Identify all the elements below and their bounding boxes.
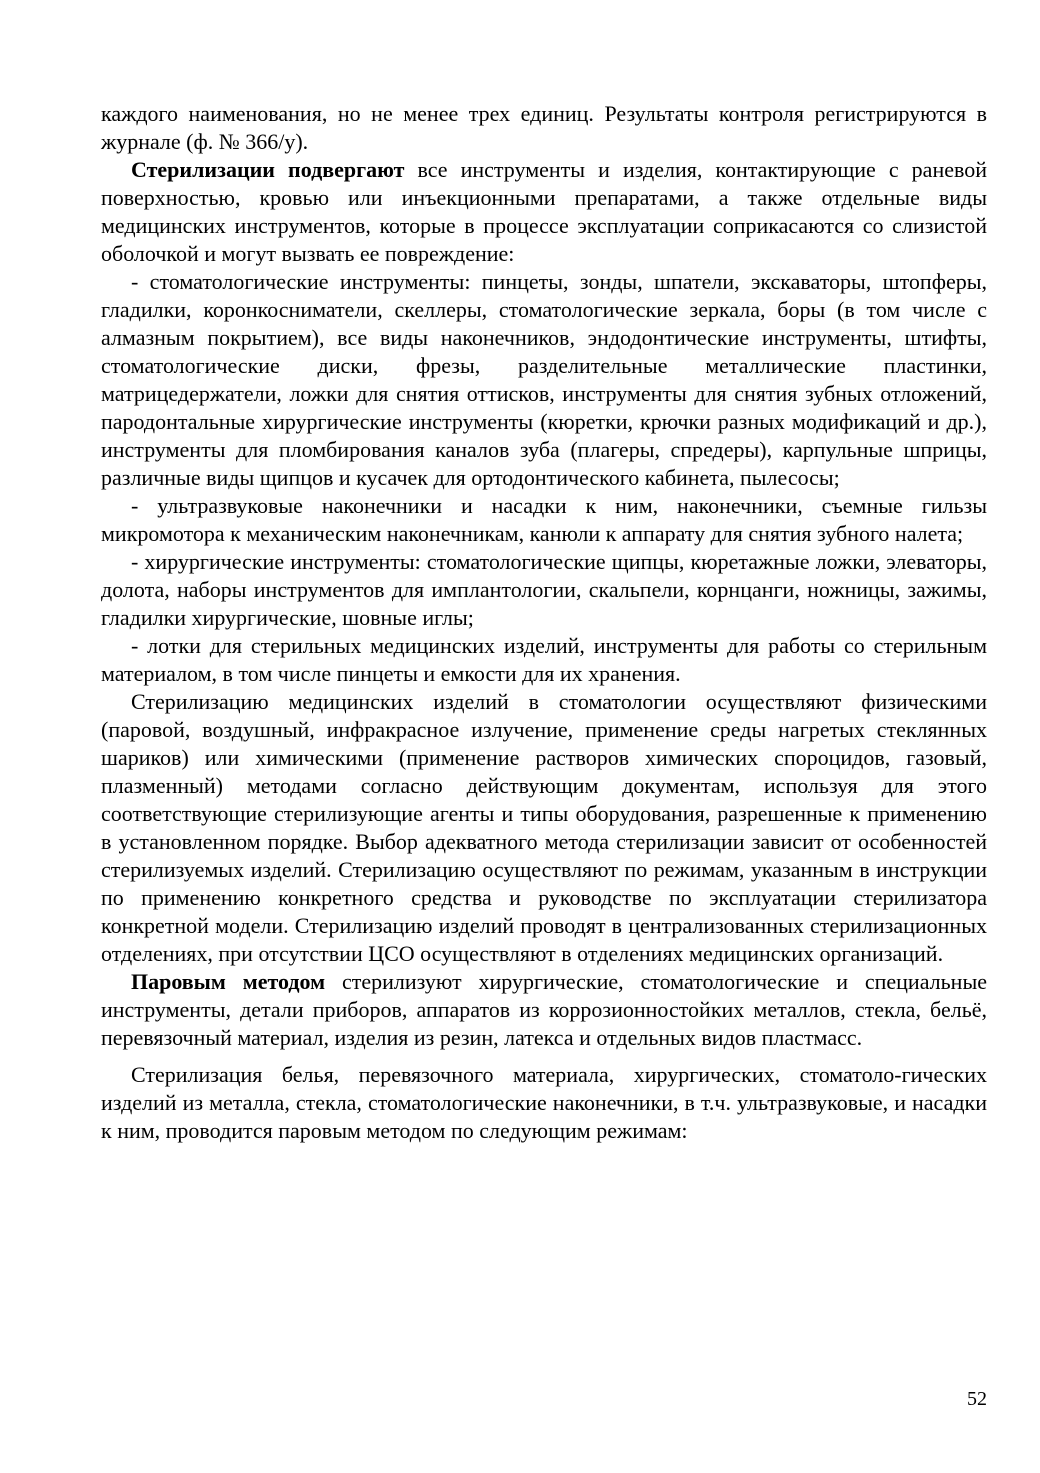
paragraph-bold-lead: Паровым методом [131, 969, 326, 994]
paragraph-text: - стоматологические инструменты: пинцеты, зонды, шпатели, экскаваторы, штопферы, гладилки, коронкосниматели, скеллеры, стоматологические зеркала, боры (в том числе с алмазным покрытием), все виды наконечников, эндодонтические инструменты, штифты, стоматологические диски, фрезы, разделительные металлические пластинки, матрицедержатели, ложки для снятия оттисков, инструменты для снятия зубных отложений, пародонтальные хирургические инструменты (кюретки, крючки разных модификаций и др.), инструменты для пломбирования каналов зуба (плагеры, спредеры), карпульные шприцы, различные виды щипцов и кусачек для ортодонтического кабинета, пылесосы; [101, 269, 987, 490]
paragraph-text: Стерилизация белья, перевязочного материала, хирургических, стоматоло-гических изделий из металла, стекла, стоматологические наконечники, в т.ч. ультразвуковые, и насадки к ним, проводится паровым методом по следующим режимам: [101, 1062, 987, 1143]
paragraph-text: стерилизуют хирургические, стоматологические и специальные инструменты, детали приборов, аппаратов из коррозионностойких металлов, стекла, бельё, перевязочный материал, изделия из резин, латекса и отдельных видов пластмасс. [101, 969, 987, 1050]
paragraph-text: - ультразвуковые наконечники и насадки к ним, наконечники, съемные гильзы микромотора к механическим наконечникам, канюли к аппарату для снятия зубного налета; [101, 493, 987, 546]
paragraph-text: - хирургические инструменты: стоматологические щипцы, кюретажные ложки, элеваторы, долота, наборы инструментов для имплантологии, скальпели, корнцанги, ножницы, зажимы, гладилки хирургические, шовные иглы; [101, 549, 987, 630]
paragraph-steam-regimes [101, 1061, 987, 1145]
paragraph-sterilization-subject [101, 156, 987, 268]
list-item-trays [101, 632, 987, 688]
list-item-ultrasonic-tips [101, 492, 987, 548]
paragraph-text: Стерилизацию медицинских изделий в стоматологии осуществляют физическими (паровой, воздушный, инфракрасное излучение, применение среды нагретых стеклянных шариков) или химическими (применение растворов химических спороцидов, газовый, плазменный) методами согласно действующим документам, используя для этого соответствующие стерилизующие агенты и типы оборудования, разрешенные к применению в установленном порядке. Выбор адекватного метода стерилизации зависит от особенностей стерилизуемых изделий. Стерилизацию осуществляют по режимам, указанным в инструкции по применению конкретного средства и руководстве по эксплуатации стерилизатора конкретной модели. Стерилизацию изделий проводят в централизованных стерилизационных отделениях, при отсутствии ЦСО осуществляют в отделениях медицинских организаций. [101, 689, 987, 966]
paragraph-text: каждого наименования, но не менее трех единиц. Результаты контроля регистрируются в журнале (ф. № 366/у). [101, 101, 987, 154]
paragraph-text: - лотки для стерильных медицинских изделий, инструменты для работы со стерильным материалом, в том числе пинцеты и емкости для их хранения. [101, 633, 987, 686]
page-body [101, 100, 987, 1145]
paragraph-text: все инструменты и изделия, контактирующие с раневой поверхностью, кровью или инъекционными препаратами, а также отдельные виды медицинских инструментов, которые в процессе эксплуатации соприкасаются со слизистой оболочкой и могут вызвать ее повреждение: [101, 157, 987, 266]
page-number: 52 [967, 1388, 987, 1410]
list-item-dental-instruments [101, 268, 987, 492]
paragraph-continuation [101, 100, 987, 156]
paragraph-bold-lead: Стерилизации подвергают [131, 157, 405, 182]
paragraph-sterilization-methods [101, 688, 987, 968]
paragraph-steam-method [101, 968, 987, 1052]
list-item-surgical-instruments [101, 548, 987, 632]
